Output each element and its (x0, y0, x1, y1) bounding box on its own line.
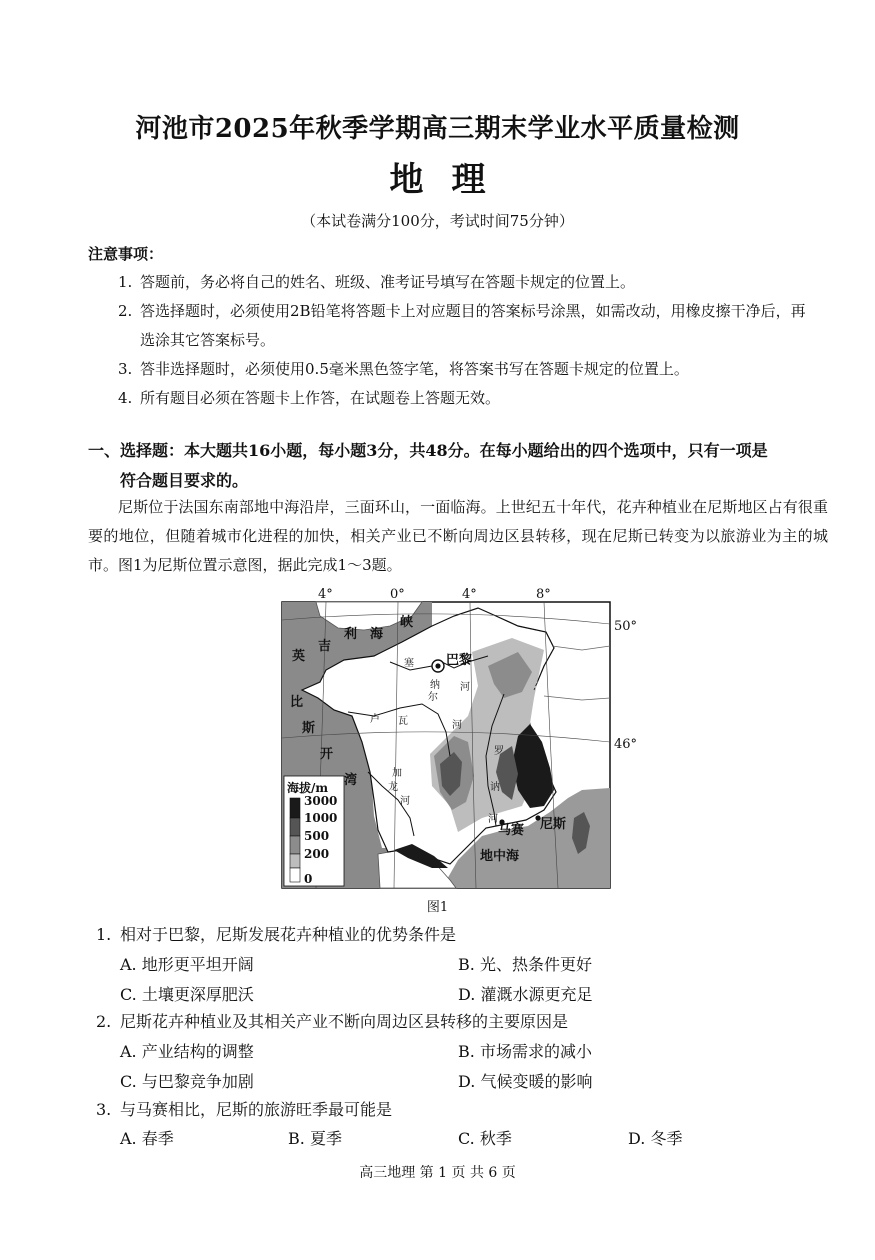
option-label: A. (120, 1042, 137, 1061)
option-2c[interactable] (120, 1069, 254, 1092)
question-text: 尼斯花卉种植业及其相关产业不断向周边区县转移的主要原因是 (120, 1012, 569, 1031)
option-2a[interactable] (120, 1039, 254, 1062)
marseille-label: 马赛 (498, 823, 525, 838)
seine-label-char: 河 (460, 682, 470, 693)
option-label: C. (120, 985, 137, 1004)
legend-value: 200 (304, 847, 330, 861)
rhone-label-char: 讷 (490, 782, 500, 793)
map-svg (282, 586, 638, 890)
option-label: B. (458, 955, 475, 974)
question-stem (96, 1008, 816, 1036)
question-stem (96, 1096, 816, 1124)
legend-swatch (290, 818, 300, 836)
nice-label: 尼斯 (540, 817, 567, 832)
lon-label: 4° (462, 587, 477, 602)
option-1c[interactable] (120, 982, 254, 1005)
mediterranean-label: 地中海 (480, 849, 520, 864)
garonne-label-char: 河 (400, 796, 410, 807)
rhone-label-char: 罗 (494, 746, 504, 757)
legend-swatch (290, 836, 300, 854)
option-label: D. (458, 1072, 476, 1091)
notice-number: 2. (118, 302, 133, 320)
question-text: 相对于巴黎，尼斯发展花卉种植业的优势条件是 (120, 925, 457, 944)
question-2 (96, 1008, 816, 1036)
option-1b[interactable] (458, 952, 592, 975)
subject-title: 地理 (389, 160, 514, 200)
notice-number: 1. (118, 273, 133, 291)
option-text: 与巴黎竞争加剧 (141, 1072, 254, 1091)
option-label: A. (120, 1129, 137, 1148)
figure-caption: 图1 (426, 900, 449, 915)
loire-label-char: 瓦 (398, 716, 408, 727)
legend-value: 3000 (304, 794, 338, 808)
rhone-label-char: 河 (488, 814, 498, 825)
option-3b[interactable] (288, 1126, 342, 1149)
lon-label: 0° (390, 587, 405, 602)
question-3 (96, 1096, 816, 1124)
paris-label: 巴黎 (446, 653, 473, 668)
option-2b[interactable] (458, 1039, 592, 1062)
option-text: 产业结构的调整 (141, 1042, 254, 1061)
lon-label: 4° (318, 587, 333, 602)
section-heading-cont: 符合题目要求的。 (120, 471, 249, 490)
notice-title: 注意事项： (88, 245, 164, 263)
option-label: D. (628, 1129, 646, 1148)
notice-list (118, 268, 818, 413)
nice-location-map (282, 586, 638, 890)
notice-text: 答题前，务必将自己的姓名、班级、准考证号填写在答题卡规定的位置上。 (140, 273, 636, 291)
option-label: B. (458, 1042, 475, 1061)
legend-value: 0 (304, 872, 313, 886)
channel-label-char: 峡 (400, 615, 414, 630)
biscay-label-char: 开 (320, 747, 334, 762)
option-text: 夏季 (309, 1129, 342, 1148)
option-3d[interactable] (628, 1126, 682, 1149)
exam-meta: （本试卷满分100分，考试时间75分钟） (301, 212, 574, 230)
biscay-label-char: 比 (290, 695, 304, 710)
notice-number: 3. (118, 360, 133, 378)
paris-marker-dot (435, 663, 440, 668)
biscay-label-char: 斯 (302, 721, 316, 736)
page-footer: 高三地理 第 1 页 共 6 页 (359, 1165, 516, 1181)
question-number: 2. (96, 1012, 112, 1031)
notice-item (118, 297, 818, 355)
option-text: 秋季 (479, 1129, 512, 1148)
biscay-label-char: 湾 (344, 773, 358, 788)
seine-label-char: 塞 (404, 658, 414, 669)
seine-label-char: 纳 (430, 680, 440, 691)
question-1 (96, 921, 816, 949)
notice-text: 答非选择题时，必须使用0.5毫米黑色签字笔，将答案书写在答题卡规定的位置上。 (140, 360, 689, 378)
question-stem (96, 921, 816, 949)
notice-item (118, 268, 818, 297)
lon-label: 8° (536, 587, 551, 602)
option-text: 市场需求的减小 (479, 1042, 592, 1061)
option-label: D. (458, 985, 476, 1004)
option-label: C. (458, 1129, 475, 1148)
option-text: 春季 (141, 1129, 174, 1148)
question-intro: 尼斯位于法国东南部地中海沿岸，三面环山，一面临海。上世纪五十年代，花卉种植业在尼斯地区占有很重要的地位，但随着城市化进程的加快，相关产业已不断向周边区县转移，现在尼斯已转变为以旅游业为主的城市。图1为尼斯位置示意图，据此完成1～3题。 (88, 498, 828, 574)
option-text: 地形更平坦开阔 (141, 955, 254, 974)
option-text: 气候变暖的影响 (480, 1072, 593, 1091)
option-3c[interactable] (458, 1126, 512, 1149)
legend-value: 500 (304, 829, 330, 843)
option-label: B. (288, 1129, 305, 1148)
option-label: C. (120, 1072, 137, 1091)
notice-text: 所有题目必须在答题卡上作答，在试题卷上答题无效。 (140, 389, 501, 407)
question-number: 3. (96, 1100, 112, 1119)
loire-label-char: 河 (452, 720, 462, 731)
option-text: 土壤更深厚肥沃 (141, 985, 254, 1004)
section-heading-line: 一、选择题：本大题共16小题，每小题3分，共48分。在每小题给出的四个选项中，只有一项是 (88, 441, 768, 460)
question-number: 1. (96, 925, 112, 944)
notice-item (118, 355, 818, 384)
option-1d[interactable] (458, 982, 592, 1005)
loire-label-char: 尔 (428, 692, 438, 703)
option-text: 灌溉水源更充足 (480, 985, 593, 1004)
notice-item (118, 384, 818, 413)
garonne-label-char: 加 (392, 768, 402, 779)
notice-text: 答选择题时，必须使用2B铅笔将答题卡上对应题目的答案标号涂黑，如需改动，用橡皮擦干净后，再选涂其它答案标号。 (140, 302, 806, 349)
loire-label-char: 卢 (370, 714, 380, 725)
section-heading (88, 436, 828, 496)
legend-swatch (290, 798, 300, 818)
lat-label: 46° (614, 737, 638, 752)
legend-swatch (290, 854, 300, 868)
exam-title: 河池市2025年秋季学期高三期末学业水平质量检测 (135, 114, 740, 144)
option-1a[interactable] (120, 952, 254, 975)
option-2d[interactable] (458, 1069, 592, 1092)
legend-value: 1000 (304, 811, 338, 825)
legend-title: 海拔/m (287, 781, 329, 795)
channel-label-char: 英 (292, 649, 306, 664)
question-text: 与马赛相比，尼斯的旅游旺季最可能是 (120, 1100, 393, 1119)
lat-label: 50° (614, 619, 638, 634)
option-text: 光、热条件更好 (479, 955, 592, 974)
notice-number: 4. (118, 389, 133, 407)
garonne-label-char: 龙 (388, 782, 398, 793)
channel-label-char: 吉 (318, 639, 332, 654)
option-label: A. (120, 955, 137, 974)
option-text: 冬季 (650, 1129, 683, 1148)
option-3a[interactable] (120, 1126, 174, 1149)
legend-swatch (290, 868, 300, 882)
channel-label-char: 利 (344, 627, 358, 642)
channel-label-char: 海 (370, 627, 384, 642)
